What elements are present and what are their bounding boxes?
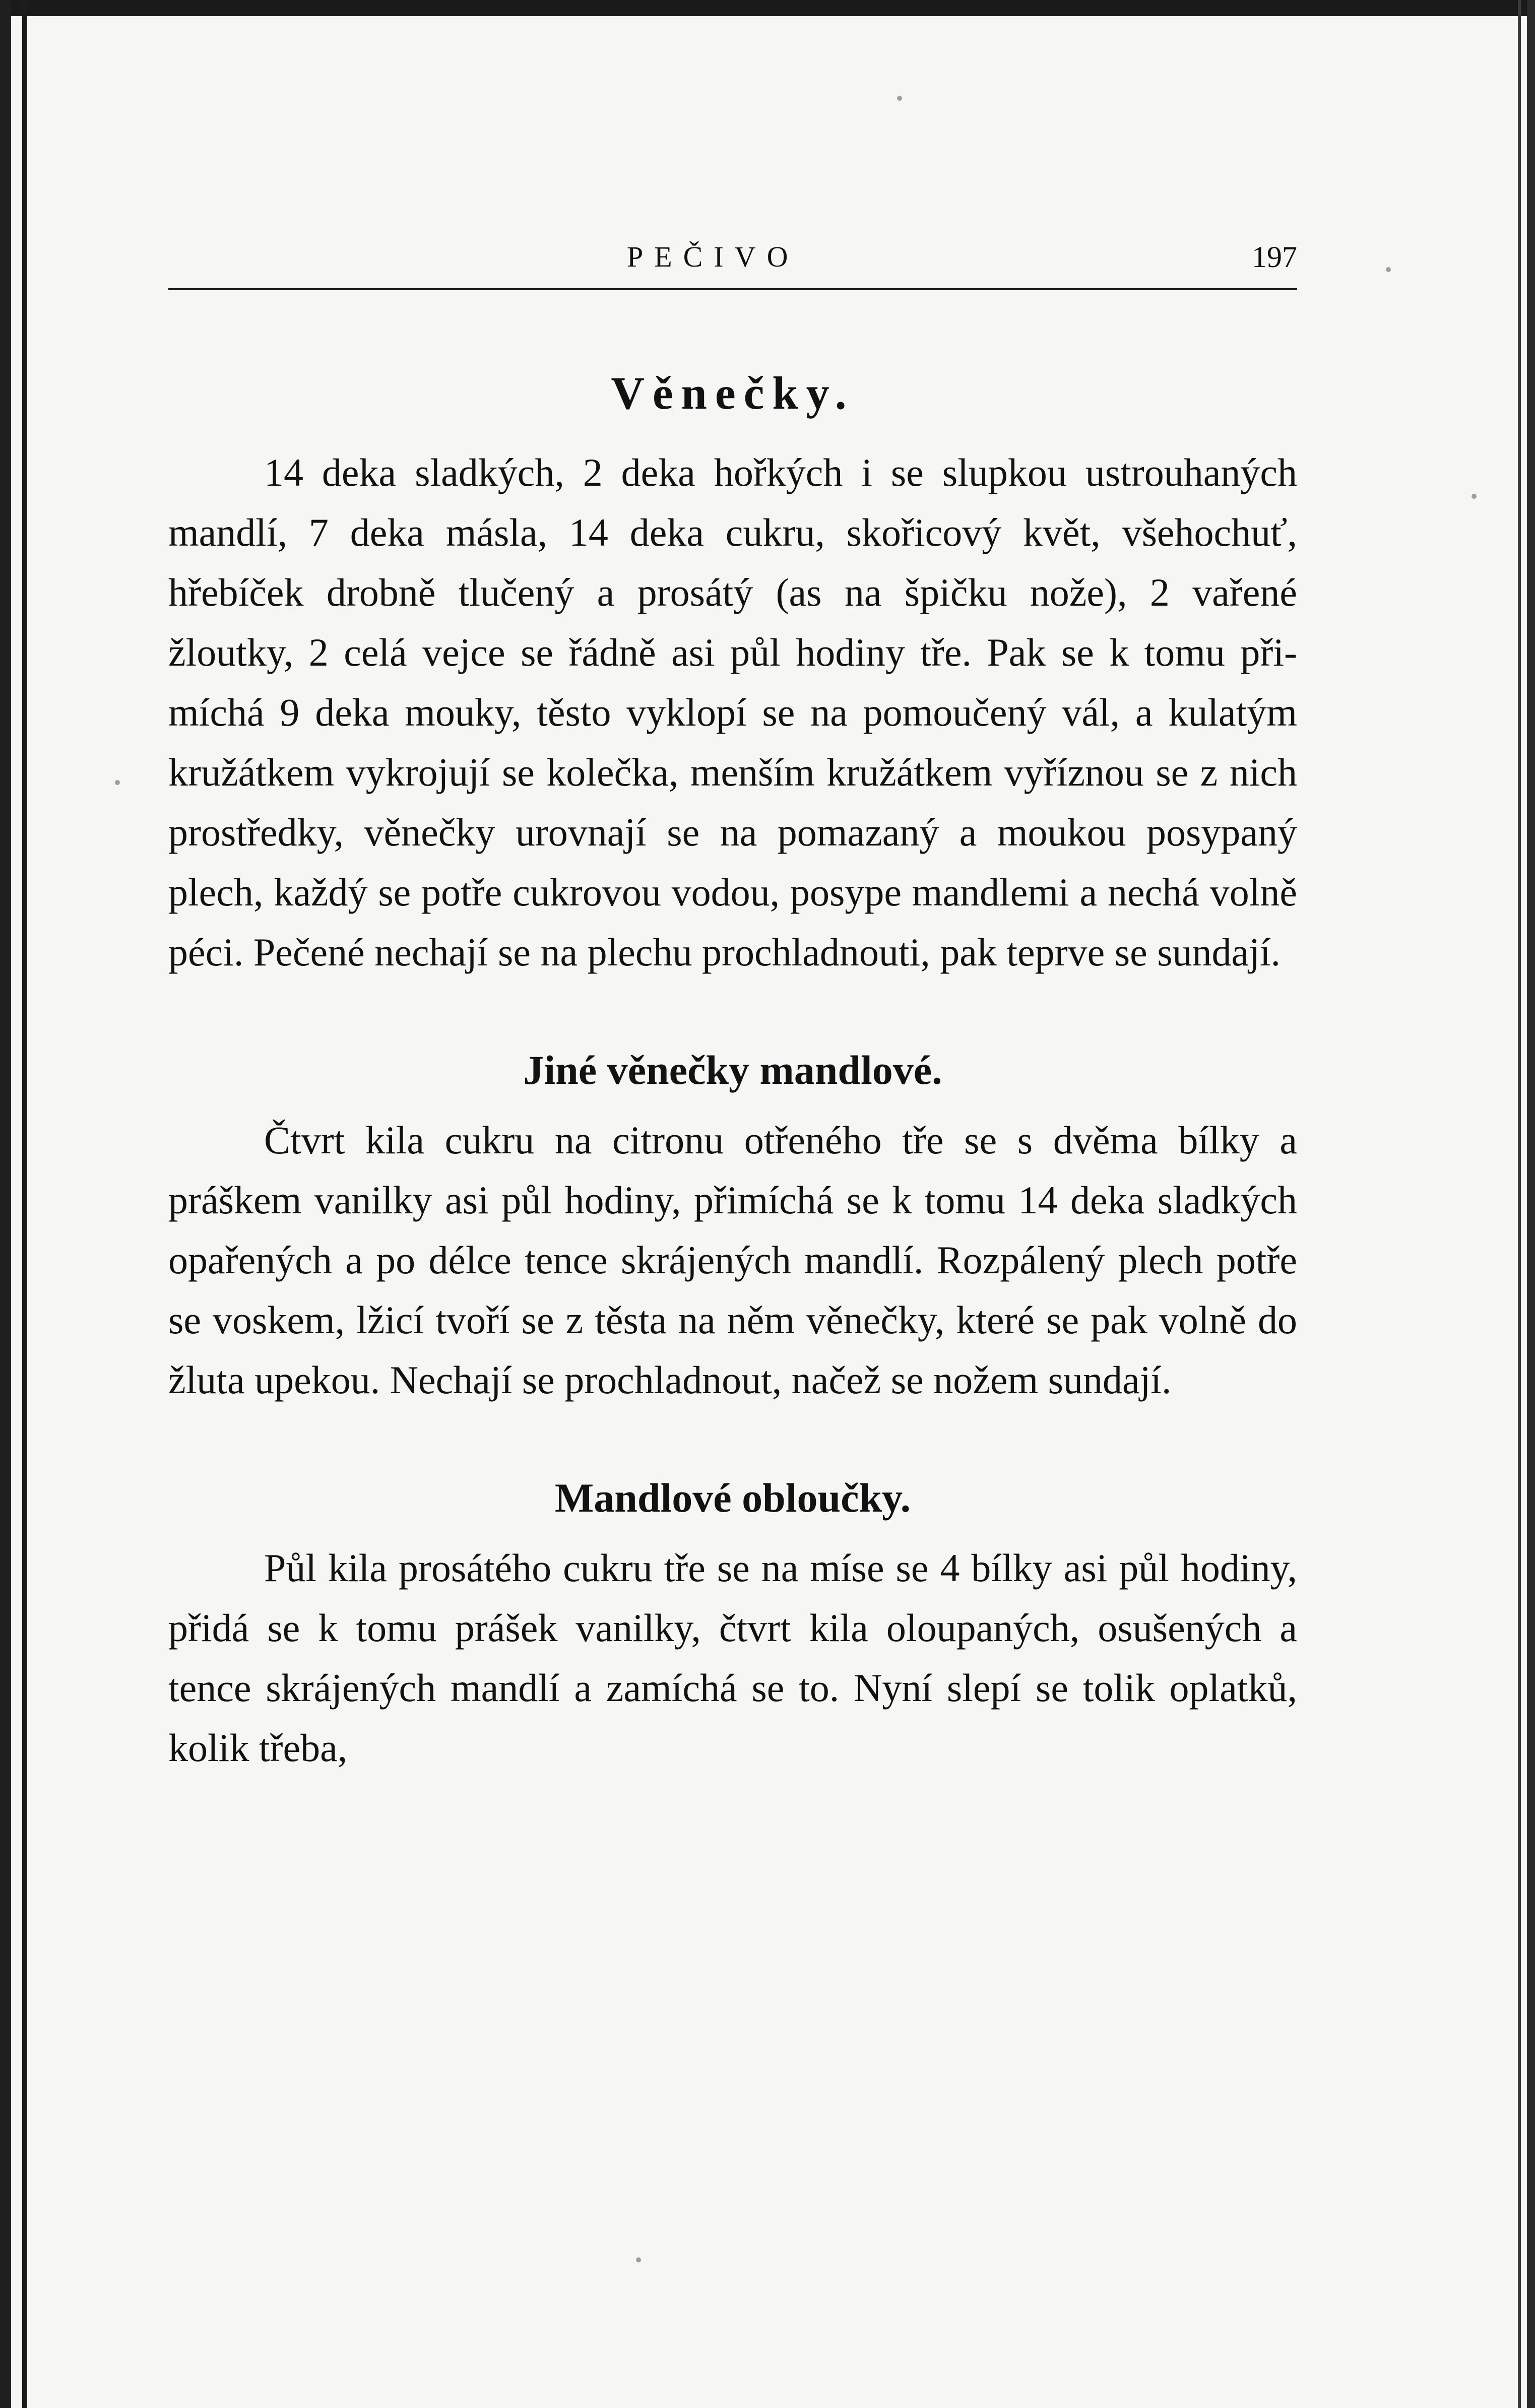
page-content <box>168 353 1297 1778</box>
scan-speck <box>115 780 120 785</box>
page-number: 197 <box>1252 240 1297 274</box>
recipe-text: Půl kila prosátého cukru tře se na míse se 4 bílky asi půl hodiny, přidá se k tomu prášek vanilky, čtvrt kila oloupaných, osušených a tence skrájených mandlí a zamíchá se to. Nyní slepí se tolik oplatků, kolik třeba, <box>168 1546 1297 1770</box>
recipe-title: Mandlové obloučky. <box>554 1475 911 1521</box>
page-header <box>168 237 1297 292</box>
header-rule <box>168 288 1297 290</box>
running-title: PEČIVO <box>627 240 799 273</box>
recipe-jine-venecky-mandlove <box>168 1032 1297 1410</box>
scan-speck <box>636 2257 641 2262</box>
recipe-venecky <box>168 353 1297 982</box>
scan-border-right-inner <box>1518 0 1521 2408</box>
scan-border-top <box>0 0 1535 16</box>
recipe-title: Věnečky. <box>611 367 855 419</box>
scan-border-left-inner <box>22 0 27 2408</box>
scan-border-left <box>0 0 11 2408</box>
recipe-title: Jiné věnečky mandlové. <box>523 1047 942 1093</box>
scan-speck <box>1472 494 1477 499</box>
scan-speck <box>1386 267 1391 272</box>
recipe-mandlove-oblouckyy <box>168 1460 1297 1778</box>
recipe-text: 14 deka sladkých, 2 deka hořkých i se slupkou ustrouhaných mandlí, 7 deka másla, 14 deka cukru, skořicový květ, všehochuť, hřebíček drobně tlučený a prosátý (as na špičku nože), 2 vařené žloutky, 2 celá vejce se řádně asi půl hodiny tře. Pak se k tomu přimíchá 9 deka mouky, těsto vyklopí se na pomoučený vál, a kulatým kružátkem vykrojují se kolečka, menším kružátkem vyříznou se z nich prostředky, věnečky urovnají se na pomazaný a moukou posypaný plech, každý se potře cukrovou vodou, posype mandlemi a nechá volně péci. Pečené nechají se na plechu prochladnouti, pak teprve se sundají. <box>168 450 1297 974</box>
scan-border-right <box>1527 0 1535 2408</box>
recipe-text: Čtvrt kila cukru na citronu otřeného tře se s dvěma bílky a práškem vanilky asi půl hodiny, přimíchá se k tomu 14 deka sladkých opařených a po délce tence skrájených mandlí. Rozpálený plech potře se voskem, lžicí tvoří se z těsta na něm věnečky, které se pak volně do žluta upekou. Nechají se prochladnout, načež se nožem sundají. <box>168 1118 1297 1402</box>
scan-speck <box>897 96 902 101</box>
